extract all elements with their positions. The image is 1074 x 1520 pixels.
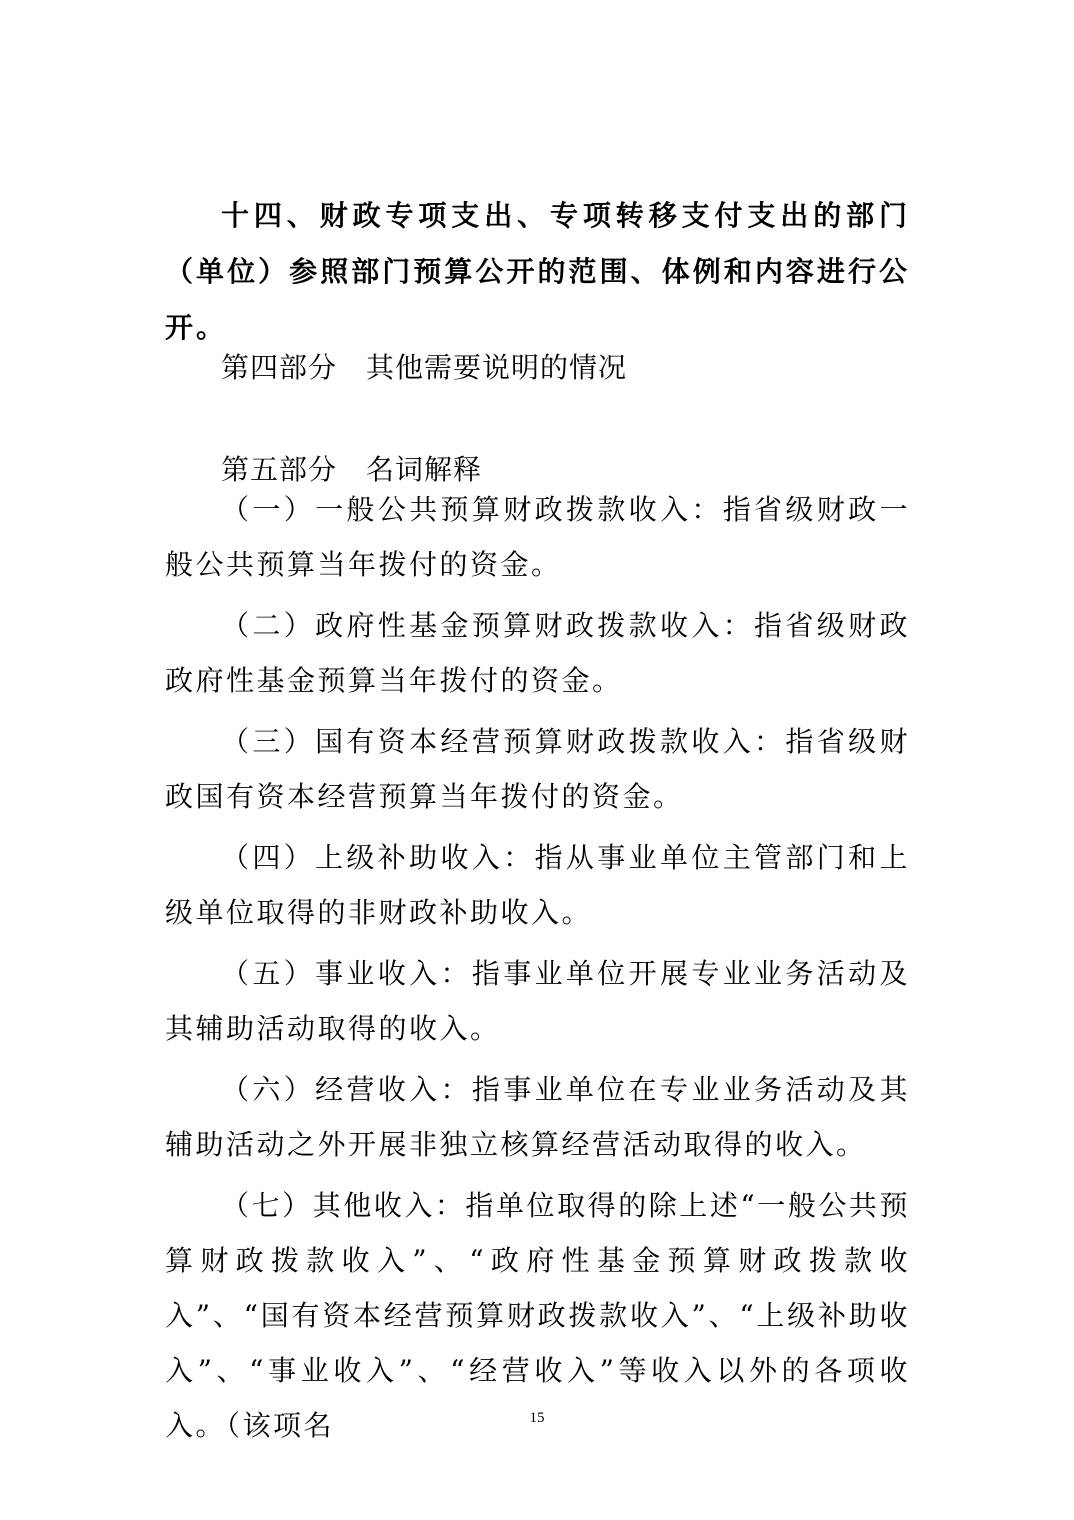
section-14-paragraph: 十四、财政专项支出、专项转移支付支出的部门（单位）参照部门预算公开的范围、体例和内容进行公开。 [165,199,910,344]
definition-item: （二）政府性基金预算财政拨款收入：指省级财政政府性基金预算当年拨付的资金。 [165,609,910,697]
definition-item: （五）事业收入：指事业单位开展专业业务活动及其辅助活动取得的收入。 [165,957,910,1045]
definition-item: （三）国有资本经营预算财政拨款收入：指省级财政国有资本经营预算当年拨付的资金。 [165,725,910,813]
definition-item: （四）上级补助收入：指从事业单位主管部门和上级单位取得的非财政补助收入。 [165,841,910,929]
page-number: 15 [529,1410,545,1426]
part-5-heading: 第五部分 名词解释 [221,453,483,486]
definition-item: （七）其他收入：指单位取得的除上述“一般公共预算财政拨款收入”、“政府性基金预算财政拨款收入”、“国有资本经营预算财政拨款收入”、“上级补助收入”、“事业收入”、“经营收入”等收入以外的各项收入。（该项名 [165,1189,910,1442]
definition-item: （六）经营收入：指事业单位在专业业务活动及其辅助活动之外开展非独立核算经营活动取得的收入。 [165,1073,910,1161]
definition-item: （一）一般公共预算财政拨款收入：指省级财政一般公共预算当年拨付的资金。 [165,493,910,581]
definitions-list [165,482,910,1459]
part-4-heading: 第四部分 其他需要说明的情况 [221,351,628,384]
